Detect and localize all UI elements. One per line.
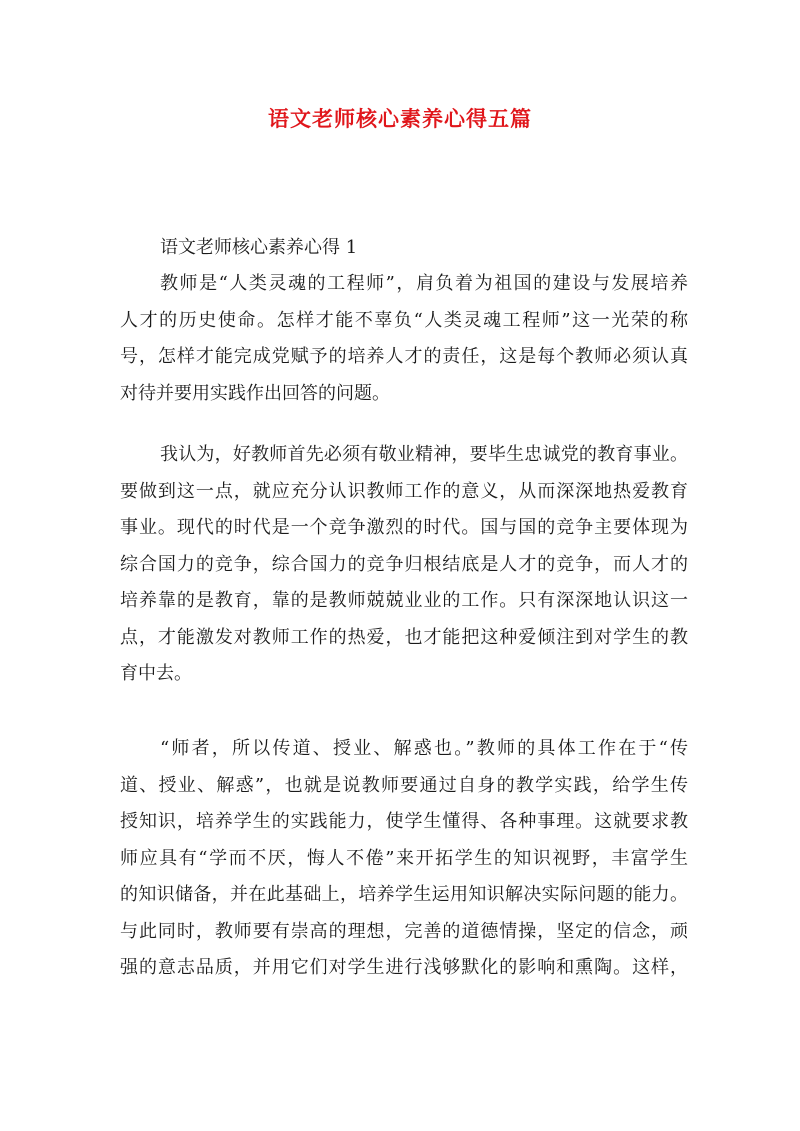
- paragraph-line: 授知识，培养学生的实践能力，使学生懂得、各种事理。这就要求教: [120, 811, 688, 832]
- paragraph-line: 号，怎样才能完成党赋予的培养人才的责任，这是每个教师必须认真: [120, 346, 688, 367]
- paragraph-line: 育中去。: [120, 663, 192, 684]
- paragraph-line: 要做到这一点，就应充分认识教师工作的意义，从而深深地热爱教育: [120, 480, 688, 502]
- paragraph-line: 事业。现代的时代是一个竞争激烈的时代。国与国的竞争主要体现为: [120, 517, 688, 538]
- paragraph-2: [120, 437, 688, 693]
- paragraph-line: 教师是“人类灵魂的工程师”，肩负着为祖国的建设与发展培养: [160, 273, 688, 294]
- section-heading: 语文老师核心素养心得 1: [160, 237, 358, 258]
- paragraph-line: 培养靠的是教育，靠的是教师兢兢业业的工作。只有深深地认识这一: [120, 590, 688, 611]
- paragraph-line: “师者，所以传道、授业、解惑也。”教师的具体工作在于“传: [160, 738, 688, 759]
- paragraph-3: [120, 731, 688, 987]
- paragraph-1: [120, 266, 688, 412]
- paragraph-line: 人才的历史使命。怎样才能不辜负“人类灵魂工程师”这一光荣的称: [120, 309, 688, 331]
- paragraph-line: 综合国力的竞争，综合国力的竞争归根结底是人才的竞争，而人才的: [120, 553, 688, 575]
- paragraph-line: 对待并要用实践作出回答的问题。: [120, 382, 390, 404]
- document-title: 语文老师核心素养心得五篇: [268, 106, 532, 131]
- paragraph-line: 道、授业、解惑”，也就是说教师要通过自身的教学实践，给学生传: [120, 774, 688, 796]
- paragraph-line: 的知识储备，并在此基础上，培养学生运用知识解决实际问题的能力。: [120, 884, 688, 905]
- paragraph-line: 与此同时，教师要有崇高的理想，完善的道德情操，坚定的信念，顽: [120, 920, 688, 942]
- paragraph-line: 师应具有“学而不厌，悔人不倦”来开拓学生的知识视野，丰富学生: [120, 847, 688, 869]
- paragraph-line: 强的意志品质，并用它们对学生进行浅够默化的影响和熏陶。这样，: [120, 957, 688, 978]
- paragraph-line: 点，才能激发对教师工作的热爱，也才能把这种爱倾注到对学生的教: [120, 626, 688, 648]
- paragraph-line: 我认为，好教师首先必须有敬业精神，要毕生忠诚党的教育事业。: [160, 444, 688, 465]
